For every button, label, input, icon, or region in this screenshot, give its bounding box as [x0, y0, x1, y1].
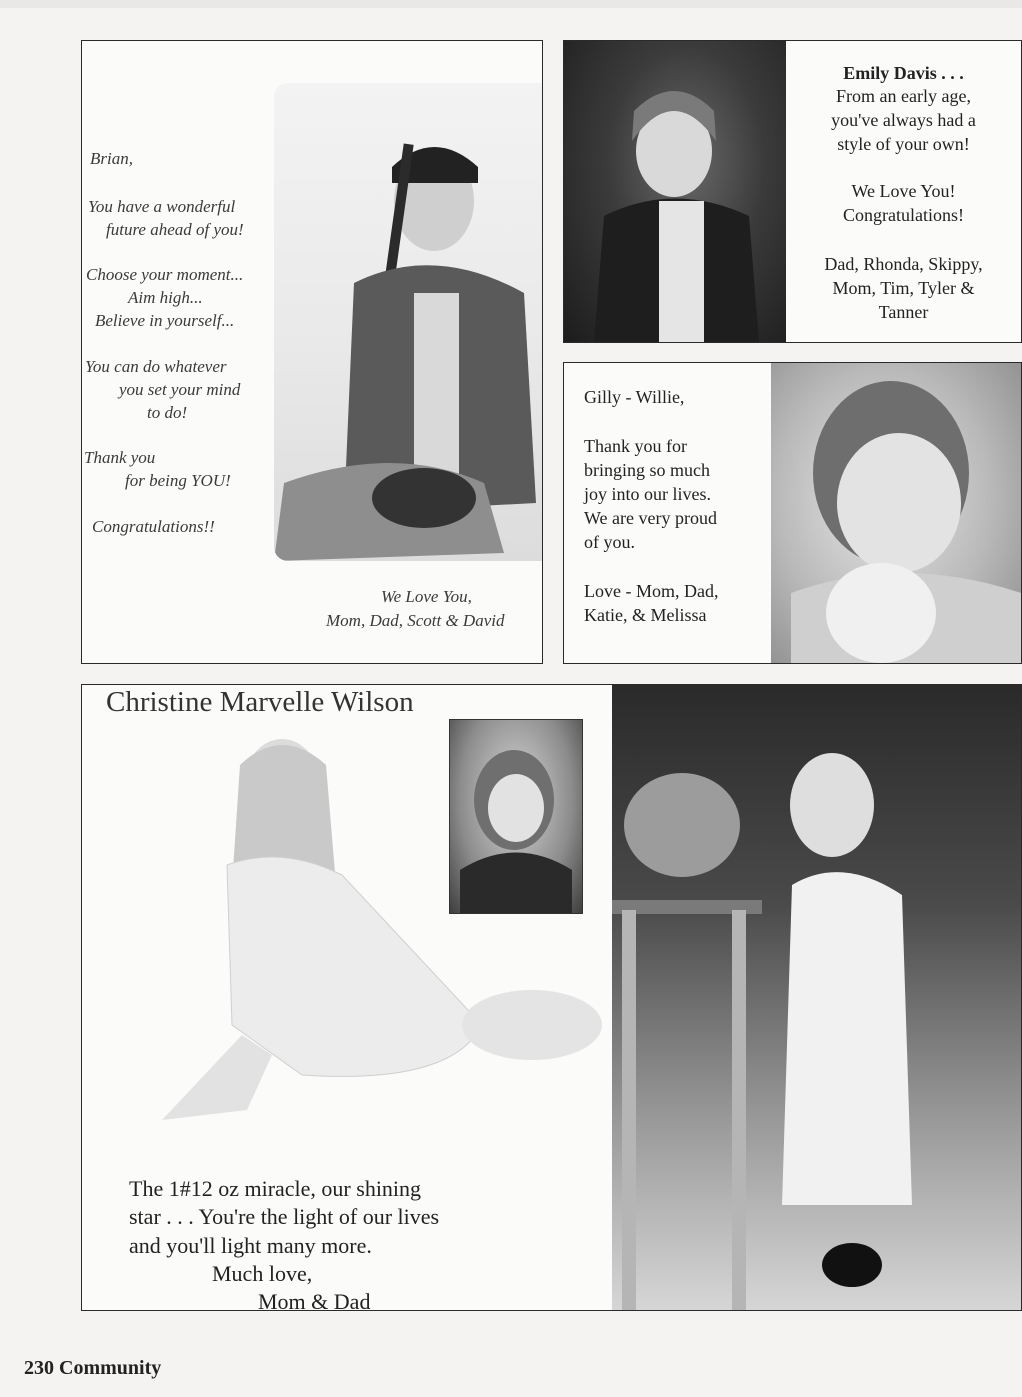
- gilly-photo: [771, 363, 1021, 663]
- brian-line: Thank you: [84, 448, 156, 467]
- brian-line: future ahead of you!: [106, 220, 244, 239]
- christine-line: and you'll light many more.: [129, 1233, 372, 1258]
- christine-halloween-photo: [612, 685, 1021, 1310]
- emily-figure-icon: [564, 41, 786, 342]
- brian-line: Choose your moment...: [86, 265, 244, 284]
- brian-line: Believe in yourself...: [95, 311, 235, 330]
- christine-figure-icon: [152, 725, 612, 1145]
- gilly-line: Thank you for: [584, 436, 687, 456]
- brian-greeting: Brian,: [90, 149, 133, 168]
- emily-from: Dad, Rhonda, Skippy,: [824, 254, 983, 274]
- brian-figure-icon: [274, 83, 542, 561]
- brian-line: Congratulations!!: [92, 517, 215, 536]
- emily-line: you've always had a: [831, 110, 976, 130]
- emily-line: style of your own!: [837, 134, 970, 154]
- brian-line: You can do whatever: [85, 357, 227, 376]
- brian-line: you set your mind: [119, 380, 241, 399]
- emily-from: Tanner: [878, 302, 929, 322]
- emily-ad: [563, 40, 1022, 343]
- gilly-greeting: Gilly - Willie,: [584, 387, 685, 407]
- emily-love: Congratulations!: [843, 205, 964, 225]
- page-top-edge: [0, 0, 1022, 8]
- christine-title: Christine Marvelle Wilson: [106, 686, 414, 718]
- brian-line: Aim high...: [128, 288, 203, 307]
- gilly-line: joy into our lives.: [584, 484, 711, 504]
- gilly-figure-icon: [771, 363, 1021, 663]
- christine-line: star . . . You're the light of our lives: [129, 1204, 440, 1229]
- brian-signoff: We Love You,: [381, 587, 472, 606]
- brian-line: to do!: [147, 403, 188, 422]
- emily-photo: [564, 41, 786, 342]
- brian-photo: [274, 83, 542, 561]
- christine-ad: [81, 684, 1022, 1311]
- gilly-line: of you.: [584, 532, 635, 552]
- brian-ad: [81, 40, 543, 664]
- brian-line: for being YOU!: [125, 471, 231, 490]
- christine-line: The 1#12 oz miracle, our shining: [129, 1176, 422, 1201]
- gilly-from: Katie, & Melissa: [584, 605, 707, 625]
- christine-from: Mom & Dad: [258, 1289, 371, 1311]
- brian-signoff-names: Mom, Dad, Scott & David: [326, 611, 505, 630]
- christine-love: Much love,: [212, 1261, 313, 1286]
- gilly-from: Love - Mom, Dad,: [584, 581, 719, 601]
- page-footer: 230 Community: [24, 1357, 162, 1379]
- brian-line: You have a wonderful: [88, 197, 236, 216]
- christine-portrait-photo: [152, 725, 612, 1145]
- gilly-ad: [563, 362, 1022, 664]
- gilly-line: We are very proud: [584, 508, 717, 528]
- emily-from: Mom, Tim, Tyler &: [832, 278, 975, 298]
- emily-line: From an early age,: [836, 86, 971, 106]
- emily-love: We Love You!: [851, 181, 956, 201]
- emily-name: Emily Davis . . .: [843, 63, 964, 83]
- christine-halloween-figure-icon: [612, 685, 1021, 1310]
- gilly-line: bringing so much: [584, 460, 710, 480]
